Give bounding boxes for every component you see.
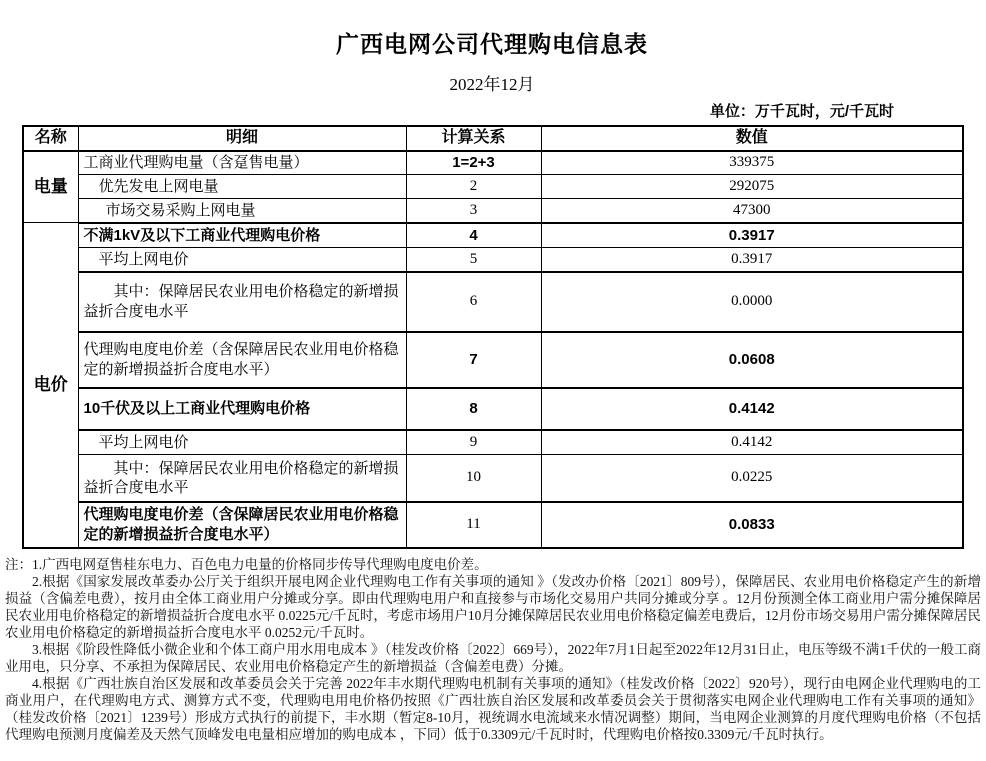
table-row: [23, 388, 963, 430]
relation-cell: 3: [406, 199, 541, 223]
col-header-name: 名称: [23, 126, 78, 151]
table-row: [23, 151, 963, 175]
col-header-detail: 明细: [78, 126, 406, 151]
detail-cell: 平均上网电价: [78, 248, 406, 272]
detail-cell: 10千伏及以上工商业代理购电价格: [78, 388, 406, 430]
value-cell: 0.3917: [541, 223, 963, 248]
relation-cell: 10: [406, 455, 541, 502]
detail-cell: 市场交易采购上网电量: [78, 199, 406, 223]
table-row: [23, 455, 963, 502]
relation-cell: 2: [406, 175, 541, 199]
table-row: [23, 248, 963, 272]
value-cell: 0.0833: [541, 502, 963, 548]
detail-cell: 代理购电度电价差（含保障居民农业用电价格稳定的新增损益折合度电水平）: [78, 502, 406, 548]
table-row: [23, 430, 963, 455]
detail-cell: 其中：保障居民农业用电价格稳定的新增损益折合度电水平: [78, 455, 406, 502]
detail-cell: 工商业代理购电量（含趸售电量）: [78, 151, 406, 175]
col-header-value: 数值: [541, 126, 963, 151]
group-label-energy: 电量: [23, 151, 78, 223]
footnote-1: 注：1.广西电网趸售桂东电力、百色电力电量的价格同步传导代理购电度电价差。: [5, 556, 488, 572]
relation-cell: 7: [406, 332, 541, 388]
detail-cell: 平均上网电价: [78, 430, 406, 455]
value-cell: 0.0000: [541, 272, 963, 332]
value-cell: 292075: [541, 175, 963, 199]
table-row: [23, 223, 963, 248]
footnotes: [5, 556, 981, 743]
relation-cell: 11: [406, 502, 541, 548]
table-row: [23, 175, 963, 199]
footnote-3: 3.根据《阶段性降低小微企业和个体工商户用水用电成本 》（桂发改价格〔2022〕669号），2022年7月1日起至2022年12月31日止，电压等级不满1千伏的一般工商业用电，只分享、不承担为保障居民、农业用电价格稳定产生的新增损益（含偏差电费）分摊。: [5, 641, 981, 674]
relation-cell: 8: [406, 388, 541, 430]
table-row: [23, 199, 963, 223]
info-table: [22, 125, 964, 549]
group-label-price: 电价: [23, 223, 78, 548]
page-title: 广西电网公司代理购电信息表: [336, 31, 648, 57]
table-row: [23, 332, 963, 388]
value-cell: 0.4142: [541, 430, 963, 455]
table-row: [23, 502, 963, 548]
relation-cell: 9: [406, 430, 541, 455]
page-subtitle: 2022年12月: [449, 75, 535, 94]
footnote-2: 2.根据《国家发展改革委办公厅关于组织开展电网企业代理购电工作有关事项的通知 》（发改办价格〔2021〕809号），保障居民、农业用电价格稳定产生的新增损益（含偏差电费），按月由全体工商业用户分摊或分享。即由代理购电用户和直接参与市场化交易用户共同分摊或分享 。12月份预测全体工商业用户需分摊保障居民农业用电价格稳定的新增损益折合度电水平 0.0225元/千瓦时，考虑市场用户10月分摊保障居民农业用电价格稳定偏差电费后，12月份市场交易用户需分摊保障居民农业用电价格稳定的新增损益折合度电水平 0.0252元/千瓦时。: [5, 573, 981, 640]
table-header-row: [23, 126, 963, 151]
detail-cell: 其中：保障居民农业用电价格稳定的新增损益折合度电水平: [78, 272, 406, 332]
value-cell: 47300: [541, 199, 963, 223]
value-cell: 0.4142: [541, 388, 963, 430]
value-cell: 339375: [541, 151, 963, 175]
detail-cell: 优先发电上网电量: [78, 175, 406, 199]
unit-note: 单位：万千瓦时，元/千瓦时: [709, 103, 894, 120]
relation-cell: 6: [406, 272, 541, 332]
relation-cell: 5: [406, 248, 541, 272]
relation-cell: 1=2+3: [406, 151, 541, 175]
value-cell: 0.0608: [541, 332, 963, 388]
table-row: [23, 272, 963, 332]
col-header-relation: 计算关系: [406, 126, 541, 151]
value-cell: 0.3917: [541, 248, 963, 272]
detail-cell: 不满1kV及以下工商业代理购电价格: [78, 223, 406, 248]
detail-cell: 代理购电度电价差（含保障居民农业用电价格稳定的新增损益折合度电水平）: [78, 332, 406, 388]
relation-cell: 4: [406, 223, 541, 248]
footnote-4: 4.根据《广西壮族自治区发展和改革委员会关于完善 2022年丰水期代理购电机制有关事项的通知》（桂发改价格〔2022〕920号），现行由电网企业代理购电的工商业用户，在代理购电方式、测算方式不变，代理购电用电价格仍按照《广西壮族自治区发展和改革委员会关于贯彻落实电网企业代理购电工作有关事项的通知》（桂发改价格〔2021〕1239号）形成方式执行的前提下，丰水期（暂定8-10月，视统调水电流域来水情况调整）期间，当电网企业测算的月度代理购电价格（不包括代理购电预测月度偏差及天然气顶峰发电电量相应增加的购电成本 ，下同）低于0.3309元/千瓦时时，代理购电价格按0.3309元/千瓦时执行。: [5, 675, 981, 742]
value-cell: 0.0225: [541, 455, 963, 502]
